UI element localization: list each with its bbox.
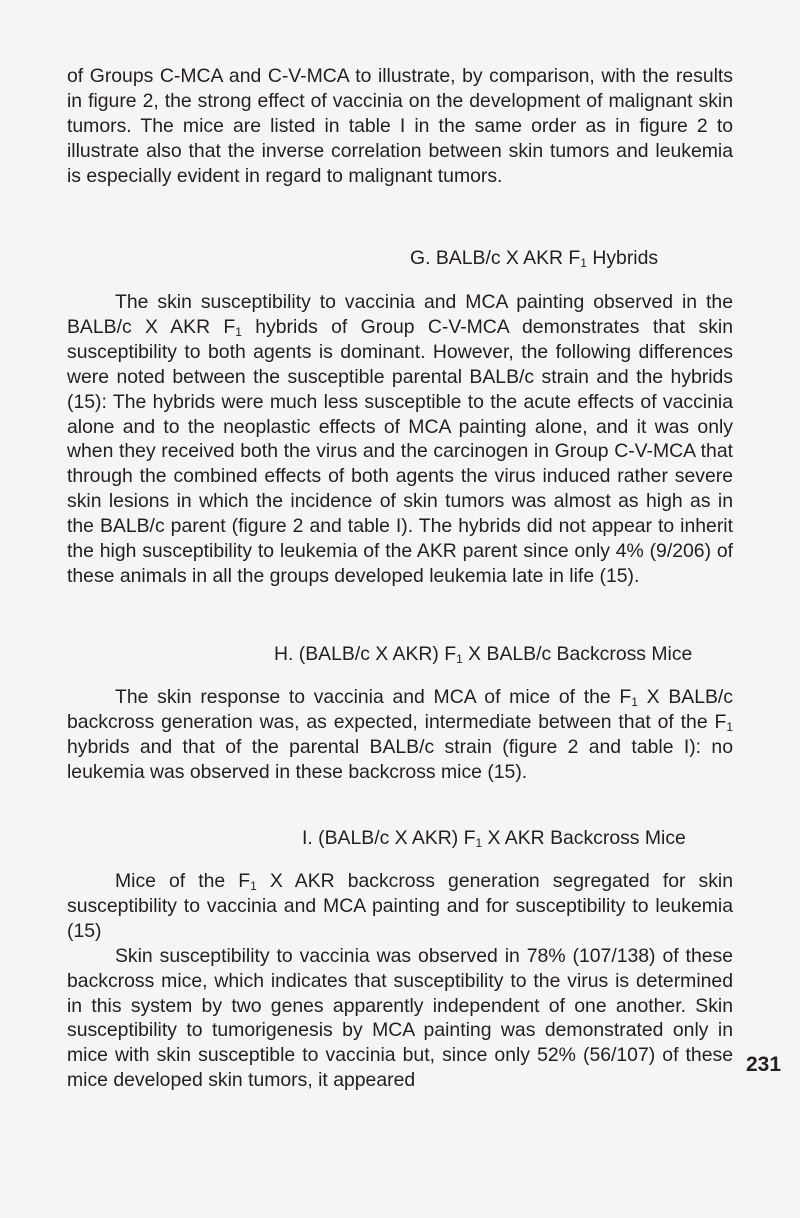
- section-i-paragraph-1: Mice of the $F_1$ X AKR backcross generation segregated for skin susceptibility to vaccinia and MCA painting and for susceptibility to leukemia (15): [67, 870, 733, 942]
- section-g-body: [67, 290, 733, 589]
- section-h-paragraph: The skin response to vaccinia and MCA of mice of the $F_1$ X BALB/c backcross generation was, as expected, intermediate between that of the $F_1$ hybrids and that of the parental BALB/c strain (figure 2 and table I): no leukemia was observed in these backcross mice (15).: [67, 686, 733, 783]
- section-g-heading: G. BALB/c X AKR $F_1$ Hybrids: [410, 247, 659, 270]
- section-g-paragraph: The skin susceptibility to vaccinia and MCA painting observed in the BALB/c X AKR $F_1$ hybrids of Group C-V-MCA demonstrates that skin susceptibility to both agents is dominant. However, the following differences were noted between the susceptible parental BALB/c strain and the hybrids (15): The hybrids were much less susceptible to the acute effects of vaccinia alone and to the neoplastic effects of MCA painting alone, and it was only when they received both the virus and the carcinogen in Group C-V-MCA that through the combined effects of both agents the virus induced rather severe skin lesions in which the incidence of skin tumors was almost as high as in the BALB/c parent (figure 2 and table I). The hybrids did not appear to inherit the high susceptibility to leukemia of the AKR parent since only 4% (9/206) of these animals in all the groups developed leukemia late in life (15).: [67, 291, 733, 587]
- intro-paragraph: of Groups C-MCA and C-V-MCA to illustrate, by comparison, with the results in figure 2, the strong effect of vaccinia on the development of malignant skin tumors. The mice are listed in table I in the same order as in figure 2 to illustrate also that the inverse correlation between skin tumors and leukemia is especially evident in regard to malignant tumors.: [67, 65, 733, 187]
- section-i-heading: I. (BALB/c X AKR) $F_1$ X AKR Backcross Mice: [302, 827, 686, 850]
- section-i-body: [67, 869, 733, 1093]
- intro-block: [67, 64, 733, 189]
- section-h-heading: H. (BALB/c X AKR) $F_1$ X BALB/c Backcross Mice: [274, 643, 693, 666]
- page-number: 231: [746, 1053, 782, 1076]
- section-h-body: [67, 685, 733, 785]
- section-i-paragraph-2: Skin susceptibility to vaccinia was observed in 78% (107/138) of these backcross mice, which indicates that susceptibility to the virus is determined in this system by two genes apparently independent of one another. Skin susceptibility to tumorigenesis by MCA painting was demonstrated only in mice with skin susceptible to vaccinia but, since only 52% (56/107) of these mice developed skin tumors, it appeared: [67, 944, 733, 1092]
